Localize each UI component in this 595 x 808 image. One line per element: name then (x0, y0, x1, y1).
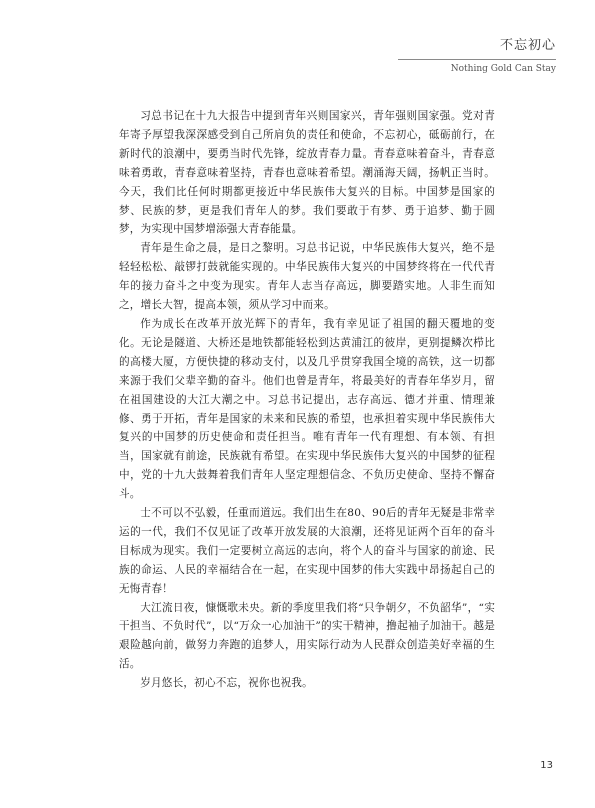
body-paragraph-1: 习总书记在十九大报告中提到青年兴则国家兴，青年强则国家强。党对青年寄予厚望我深深感受到自己所肩负的责任和使命，不忘初心，砥砺前行，在新时代的浪潮中，要勇当时代先锋，绽放青春力量。青春意味着奋斗，青春意味着勇敢，青春意味着坚持，青春也意味着希望。潮涌海天阔，扬帆正当时。今天，我们比任何时期都更接近中华民族伟大复兴的目标。中国梦是国家的梦、民族的梦，更是我们青年人的梦。我们要敢于有梦、勇于追梦、勤于圆梦，为实现中国梦增添强大青春能量。 (119, 110, 495, 236)
running-header (500, 38, 556, 54)
body-paragraph-4: 士不可以不弘毅，任重而道远。我们出生在80、90后的青年无疑是非常幸运的一代，我们不仅见证了改革开放发展的大浪潮，还将见证两个百年的奋斗目标成为现实。我们一定要树立高远的志向，将个人的奋斗与国家的前途、民族的命运、人民的幸福结合在一起，在实现中国梦的伟大实践中昂扬起自己的无悔青春！ (119, 507, 495, 595)
body-paragraph-3: 作为成长在改革开放光辉下的青年，我有幸见证了祖国的翻天覆地的变化。无论是隧道、大桥还是地铁都能轻松到达黄浦江的彼岸，更别提鳞次栉比的高楼大厦，方便快捷的移动支付，以及几乎贯穿我国全境的高铁，这一切都来源于我们父辈辛勤的奋斗。他们也曾是青年，将最美好的青春年华岁月，留在祖国建设的大江大潮之中。习总书记提出，志存高远、德才并重、情理兼修、勇于开拓，青年是国家的未来和民族的希望，也承担着实现中华民族伟大复兴的中国梦的历史使命和责任担当。唯有青年一代有理想、有本领、有担当，国家就有前途，民族就有希望。在实现中华民族伟大复兴的中国梦的征程中，党的十九大鼓舞着我们青年人坚定理想信念、不负历史使命、坚持不懈奋斗。 (119, 317, 495, 501)
body-paragraph-6: 岁月悠长，初心不忘，祝你也祝我。 (140, 677, 313, 690)
page-number: 13 (540, 760, 553, 771)
article-body (119, 107, 495, 693)
body-paragraph-5: 大江流日夜，慷慨歌未央。新的季度里我们将“只争朝夕，不负韶华”，“实干担当、不负时代”，以“万众一心加油干”的实干精神，撸起袖子加油干。越是艰险越向前，做努力奔跑的追梦人，用实际行动为人民群众创造美好幸福的生活。 (119, 601, 495, 671)
body-paragraph-2: 青年是生命之晨，是日之黎明。习总书记说，中华民族伟大复兴，绝不是轻轻松松、敲锣打鼓就能实现的。中华民族伟大复兴的中国梦终将在一代代青年的接力奋斗之中变为现实。青年人志当存高远，脚要踏实地。人非生而知之，增长大智，提高本领，须从学习中而来。 (119, 242, 495, 312)
header-rule (398, 59, 556, 60)
running-header-title: 不忘初心 (499, 38, 556, 53)
running-header-subtitle: Nothing Gold Can Stay (450, 64, 556, 74)
